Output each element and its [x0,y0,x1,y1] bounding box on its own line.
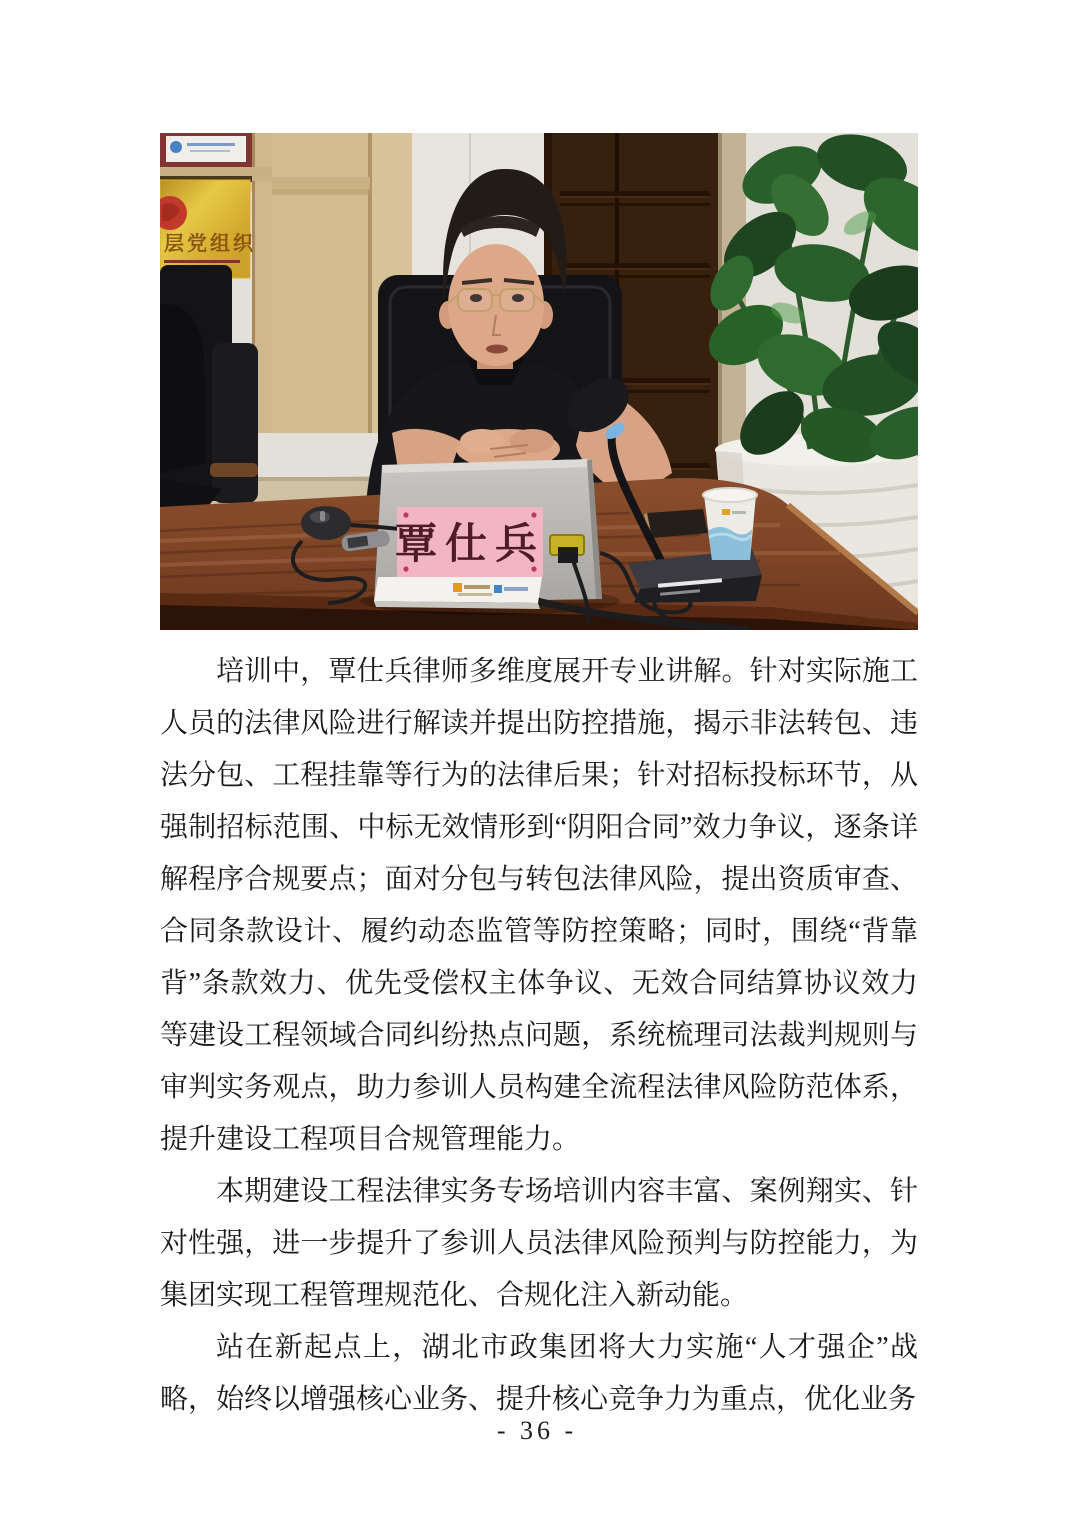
article-text [160,646,918,1426]
name-card-text: 覃仕兵 [394,522,546,568]
chair-armrest [210,463,258,477]
party-plaque [160,176,256,278]
photo-scene [160,133,918,630]
paper-cup [703,488,757,560]
name-card-stand [374,507,545,609]
plaque-text: 层党组织 [164,233,256,255]
cup-logo-icon [722,509,730,515]
certificate-logo-icon [170,141,182,153]
mouth [486,345,508,354]
paragraph-3: 站在新起点上，湖北市政集团将大力实施“人才强企”战略，始终以增强核心业务、提升核心竞争力为重点，优化业务 [160,1332,918,1415]
framed-certificate [160,133,252,167]
training-photo [160,133,918,630]
stand-logo-right-icon [494,585,502,593]
name-card [395,507,545,577]
paragraph-1: 培训中，覃仕兵律师多维度展开专业讲解。针对实际施工人员的法律风险进行解读并提出防控措施，揭示非法转包、违法分包、工程挂靠等行为的法律后果；针对招标投标环节，从强制招标范围、中标无效情形到“阴阳合同”效力争议，逐条详解程序合规要点；面对分包与转包法律风险，提出资质审查、合同条款设计、履约动态监管等防控策略；同时，围绕“背靠背”条款效力、优先受偿权主体争议、无效合同结算协议效力等建设工程领域合同纠纷热点问题，系统梳理司法裁判规则与审判实务观点，助力参训人员构建全流程法律风险防范体系，提升建设工程项目合规管理能力。 [160,656,918,1155]
stand-logo-left-icon [453,583,462,592]
computer-mouse [301,506,351,540]
smartphone [644,509,708,538]
page-number: - 36 - [496,1416,578,1445]
paragraph-2: 本期建设工程法律实务专场培训内容丰富、案例翔实、针对性强，进一步提升了参训人员法律风险预判与防控能力，为集团实现工程管理规范化、合规化注入新动能。 [160,1176,918,1311]
